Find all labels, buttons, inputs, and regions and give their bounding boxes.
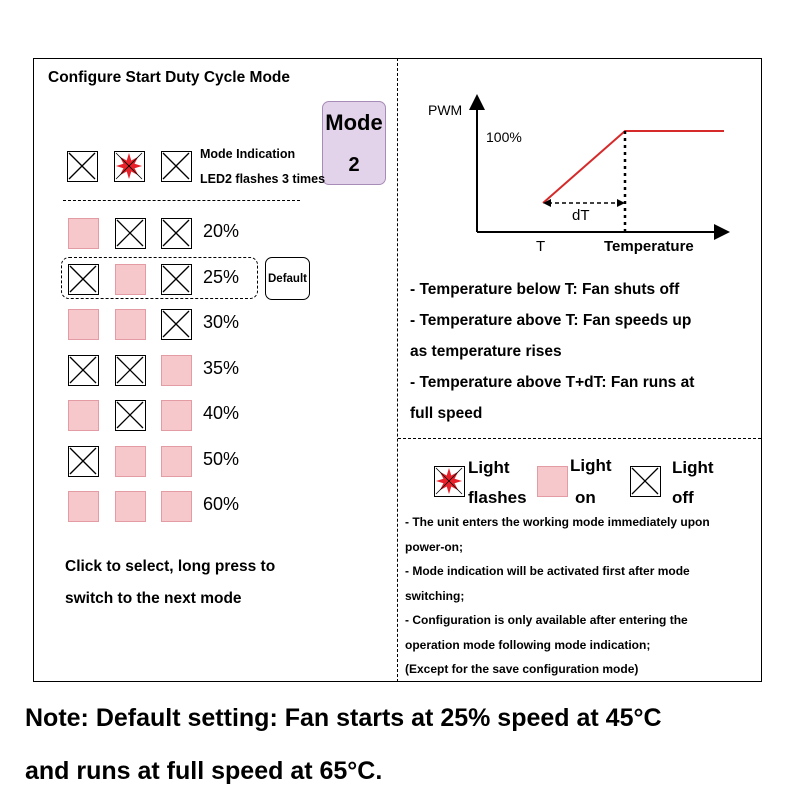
left-divider (63, 200, 300, 201)
duty-option-2[interactable]: 25% (203, 266, 240, 287)
legend-off-led (630, 466, 661, 497)
flash-star-icon (115, 152, 143, 180)
led-row-3-col-1 (68, 309, 99, 340)
note-line-1: - The unit enters the working mode immediately upon (405, 515, 710, 529)
led-row-5-col-1 (68, 400, 99, 431)
led-row-7-col-1 (68, 491, 99, 522)
pwm-temperature-chart (400, 90, 750, 265)
note-line-5: - Configuration is only available after entering the (405, 613, 688, 627)
led-row-5-col-2 (115, 400, 146, 431)
footer-note-line-2: and runs at full speed at 65°C. (25, 757, 383, 785)
duty-option-1[interactable]: 20% (203, 221, 240, 241)
cross-icon (162, 265, 190, 293)
note-line-4: switching; (405, 589, 465, 603)
led-row-4-col-3 (161, 355, 192, 386)
led-row-2-col-3 (161, 264, 192, 295)
note-line-7: (Except for the save configuration mode) (405, 662, 639, 676)
vertical-divider (397, 58, 398, 682)
led-row-2-col-1 (68, 264, 99, 295)
cross-icon (68, 152, 96, 180)
led-row-1-col-3 (161, 218, 192, 249)
cross-icon (116, 219, 144, 247)
note-line-2: power-on; (405, 540, 463, 554)
cross-icon (116, 356, 144, 384)
footer-note-line-1: Note: Default setting: Fan starts at 25% speed at 45°C (25, 704, 662, 732)
legend-off-label-2: off (672, 488, 694, 507)
mode-badge (322, 101, 386, 185)
cross-icon (69, 356, 97, 384)
duty-option-6[interactable]: 50% (203, 448, 240, 469)
led-row-7-col-2 (115, 491, 146, 522)
led-row-5-col-3 (161, 400, 192, 431)
legend-on-label-2: on (575, 488, 596, 507)
cross-icon (69, 265, 97, 293)
mode-number: 2 (348, 154, 360, 176)
rule-below-t: - Temperature below T: Fan shuts off (410, 281, 680, 298)
t-label: T (536, 238, 546, 255)
dt-label: dT (572, 207, 590, 224)
led-row-3-col-3 (161, 309, 192, 340)
led-row-1-col-2 (115, 218, 146, 249)
cross-icon (116, 401, 144, 429)
indication-led-1 (67, 151, 98, 182)
cross-icon (162, 219, 190, 247)
cross-icon (162, 152, 190, 180)
mode-indication-text: Mode Indication (200, 147, 296, 161)
legend-off-label-1: Light (672, 458, 714, 477)
legend-on-led (537, 466, 568, 497)
duty-option-5[interactable]: 40% (203, 403, 240, 423)
flash-star-icon (435, 467, 463, 495)
x-axis-label: Temperature (604, 238, 694, 255)
full-speed-label: 100% (486, 129, 522, 145)
indication-led-2 (114, 151, 145, 182)
legend-flash-label-1: Light (468, 458, 510, 477)
y-axis-label: PWM (428, 102, 463, 118)
led-row-1-col-1 (68, 218, 99, 249)
rule-above-tdt-cont: full speed (410, 405, 483, 422)
led-row-2-col-2 (115, 264, 146, 295)
led-row-7-col-3 (161, 491, 192, 522)
cross-icon (69, 447, 97, 475)
panel-title: Configure Start Duty Cycle Mode (48, 69, 290, 86)
led-row-6-col-3 (161, 446, 192, 477)
led-row-3-col-2 (115, 309, 146, 340)
mode-indication-detail: LED2 flashes 3 times (200, 172, 326, 186)
legend-flash-label-2: flashes (468, 488, 527, 507)
duty-option-3[interactable]: 30% (203, 312, 240, 332)
right-divider (398, 438, 761, 439)
duty-option-7[interactable]: 60% (203, 494, 240, 514)
cross-icon (162, 310, 190, 338)
rule-above-t-cont: as temperature rises (410, 343, 562, 360)
dt-arrow-right (617, 199, 625, 207)
note-line-3: - Mode indication will be activated first after mode (405, 564, 690, 578)
instruction-line-2: switch to the next mode (65, 590, 242, 607)
rule-above-tdt: - Temperature above T+dT: Fan runs at (410, 374, 695, 391)
led-row-4-col-2 (115, 355, 146, 386)
indication-led-3 (161, 151, 192, 182)
legend-on-label-1: Light (570, 456, 612, 475)
rule-above-t: - Temperature above T: Fan speeds up (410, 312, 692, 329)
instruction-line-1: Click to select, long press to (65, 558, 276, 575)
duty-option-4[interactable]: 35% (203, 357, 240, 378)
led-row-4-col-1 (68, 355, 99, 386)
pwm-curve (543, 131, 724, 203)
cross-icon (631, 467, 659, 495)
led-row-6-col-2 (115, 446, 146, 477)
mode-label: Mode (325, 110, 383, 135)
default-button[interactable]: Default (265, 257, 310, 300)
note-line-6: operation mode following mode indication; (405, 638, 651, 652)
legend-flash-led (434, 466, 465, 497)
led-row-6-col-1 (68, 446, 99, 477)
